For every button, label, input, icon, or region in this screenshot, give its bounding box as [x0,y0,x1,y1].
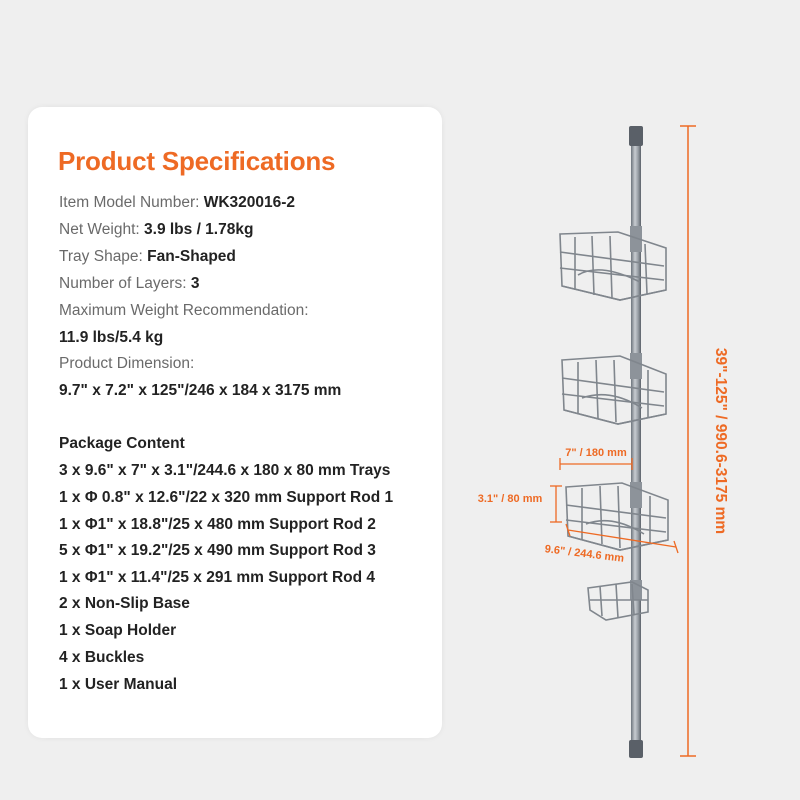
package-item: 1 x Φ 0.8" x 12.6"/22 x 320 mm Support Rod 1 [59,489,394,506]
spec-layers-value: 3 [190,275,200,292]
width-dimension-label: 9.6" / 244.6 mm [544,543,625,565]
package-item: 3 x 9.6" x 7" x 3.1"/244.6 x 180 x 80 mm Trays [59,462,391,479]
package-item: 1 x User Manual [59,676,178,693]
package-title: Package Content [59,435,185,452]
tray-top [560,232,666,300]
spec-weight-value: 3.9 lbs / 1.78kg [144,221,254,238]
package-item: 1 x Φ1" x 18.8"/25 x 480 mm Support Rod 2 [59,516,376,533]
spec-max-weight-label: Maximum Weight Recommendation: [59,302,309,319]
package-item: 4 x Buckles [59,649,145,666]
spec-model [59,194,295,212]
depth-dimension [560,458,632,470]
spec-model-value: WK320016-2 [203,194,296,211]
package-item: 5 x Φ1" x 19.2"/25 x 490 mm Support Rod 3 [59,542,376,559]
spec-layers [59,275,199,293]
spec-model-label: Item Model Number: [59,194,204,211]
spec-tray-shape [59,248,236,266]
package-item: 1 x Soap Holder [59,622,177,639]
tray-height-dimension-label: 3.1" / 80 mm [477,493,543,505]
tray-height-dimension [550,486,562,522]
page-title: Product Specifications [58,146,336,176]
height-dimension [680,126,696,756]
spec-tray-shape-label: Tray Shape: [59,248,148,265]
package-item: 2 x Non-Slip Base [59,595,190,612]
spec-dimension-value: 9.7" x 7.2" x 125"/246 x 184 x 3175 mm [59,382,342,399]
pole [629,126,643,758]
depth-dimension-label: 7" / 180 mm [565,447,627,459]
spec-layers-label: Number of Layers: [59,275,191,292]
spec-tray-shape-value: Fan-Shaped [147,248,236,265]
spec-weight [59,221,253,239]
shower-caddy-illustration [450,100,790,780]
spec-weight-label: Net Weight: [59,221,145,238]
tray-middle [562,356,666,424]
height-dimension-label: 39"-125" / 990.6-3175 mm [712,347,729,535]
package-item: 1 x Φ1" x 11.4"/25 x 291 mm Support Rod 4 [59,569,376,586]
spec-max-weight-value: 11.9 lbs/5.4 kg [59,329,164,346]
spec-dimension-label: Product Dimension: [59,355,195,372]
tray-bottom [566,483,668,550]
